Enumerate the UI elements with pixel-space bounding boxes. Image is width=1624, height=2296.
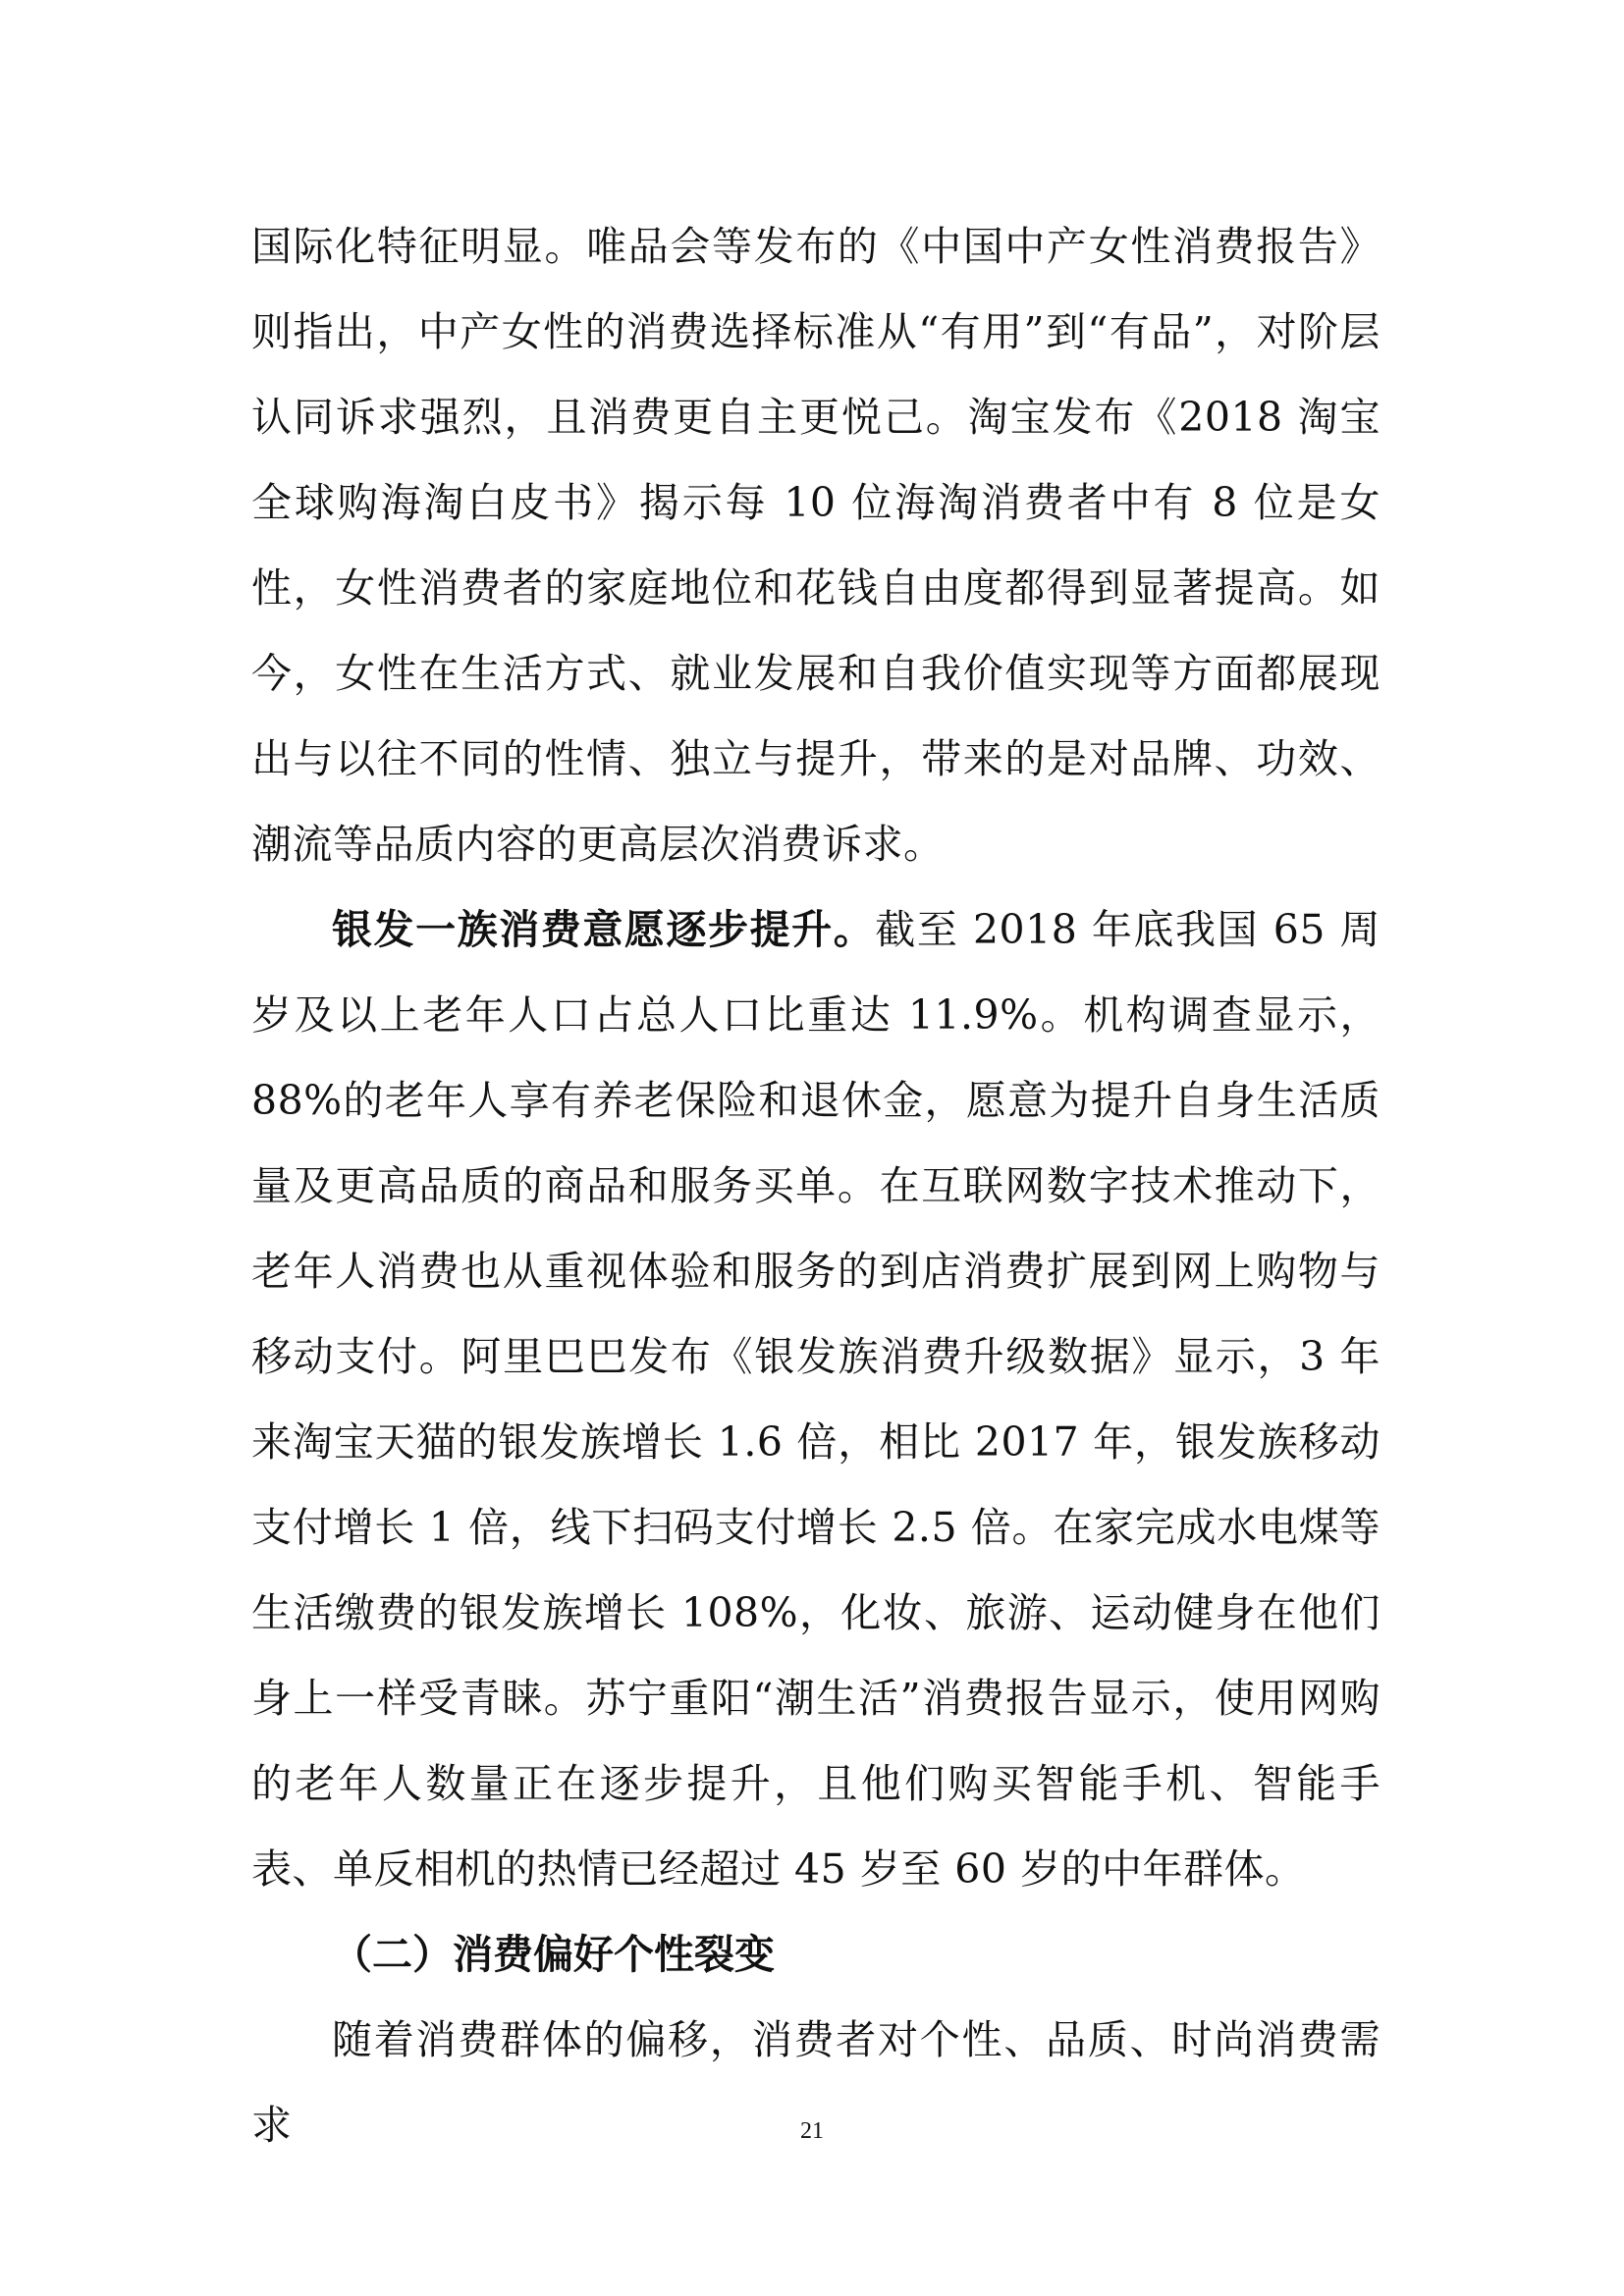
- paragraph-text: 截至 2018 年底我国 65 周岁及以上老年人口占总人口比重达 11.9%。机构调查显示，88%的老年人享有养老保险和退休金，愿意为提升自身生活质量及更高品质的商品和服务买单。在互联网数字技术推动下，老年人消费也从重视体验和服务的到店消费扩展到网上购物与移动支付。阿里巴巴发布《银发族消费升级数据》显示，3 年来淘宝天猫的银发族增长 1.6 倍，相比 2017 年，银发族移动支付增长 1 倍，线下扫码支付增长 2.5 倍。在家完成水电煤等生活缴费的银发族增长 108%，化妆、旅游、运动健身在他们身上一样受青睐。苏宁重阳“潮生活”消费报告显示，使用网购的老年人数量正在逐步提升，且他们购买智能手机、智能手表、单反相机的热情已经超过 45 岁至 60 岁的中年群体。: [251, 906, 1380, 1893]
- paragraph-silver-consumers: [251, 887, 1380, 1912]
- paragraph-text: 国际化特征明显。唯品会等发布的《中国中产女性消费报告》则指出，中产女性的消费选择标准从“有用”到“有品”，对阶层认同诉求强烈，且消费更自主更悦己。淘宝发布《2018 淘宝全球购海淘白皮书》揭示每 10 位海淘消费者中有 8 位是女性，女性消费者的家庭地位和花钱自由度都得到显著提高。如今，女性在生活方式、就业发展和自我价值实现等方面都展现出与以往不同的性情、独立与提升，带来的是对品牌、功效、潮流等品质内容的更高层次消费诉求。: [251, 223, 1380, 868]
- page-body: [251, 204, 1380, 2168]
- paragraph-text: 随着消费群体的偏移，消费者对个性、品质、时尚消费需求: [251, 2016, 1380, 2149]
- paragraph-female-consumers: [251, 204, 1380, 887]
- paragraph-lead: 银发一族消费意愿逐步提升。: [332, 906, 876, 953]
- page-number: 21: [800, 2118, 824, 2144]
- section-heading: （二）消费偏好个性裂变: [332, 1931, 775, 1978]
